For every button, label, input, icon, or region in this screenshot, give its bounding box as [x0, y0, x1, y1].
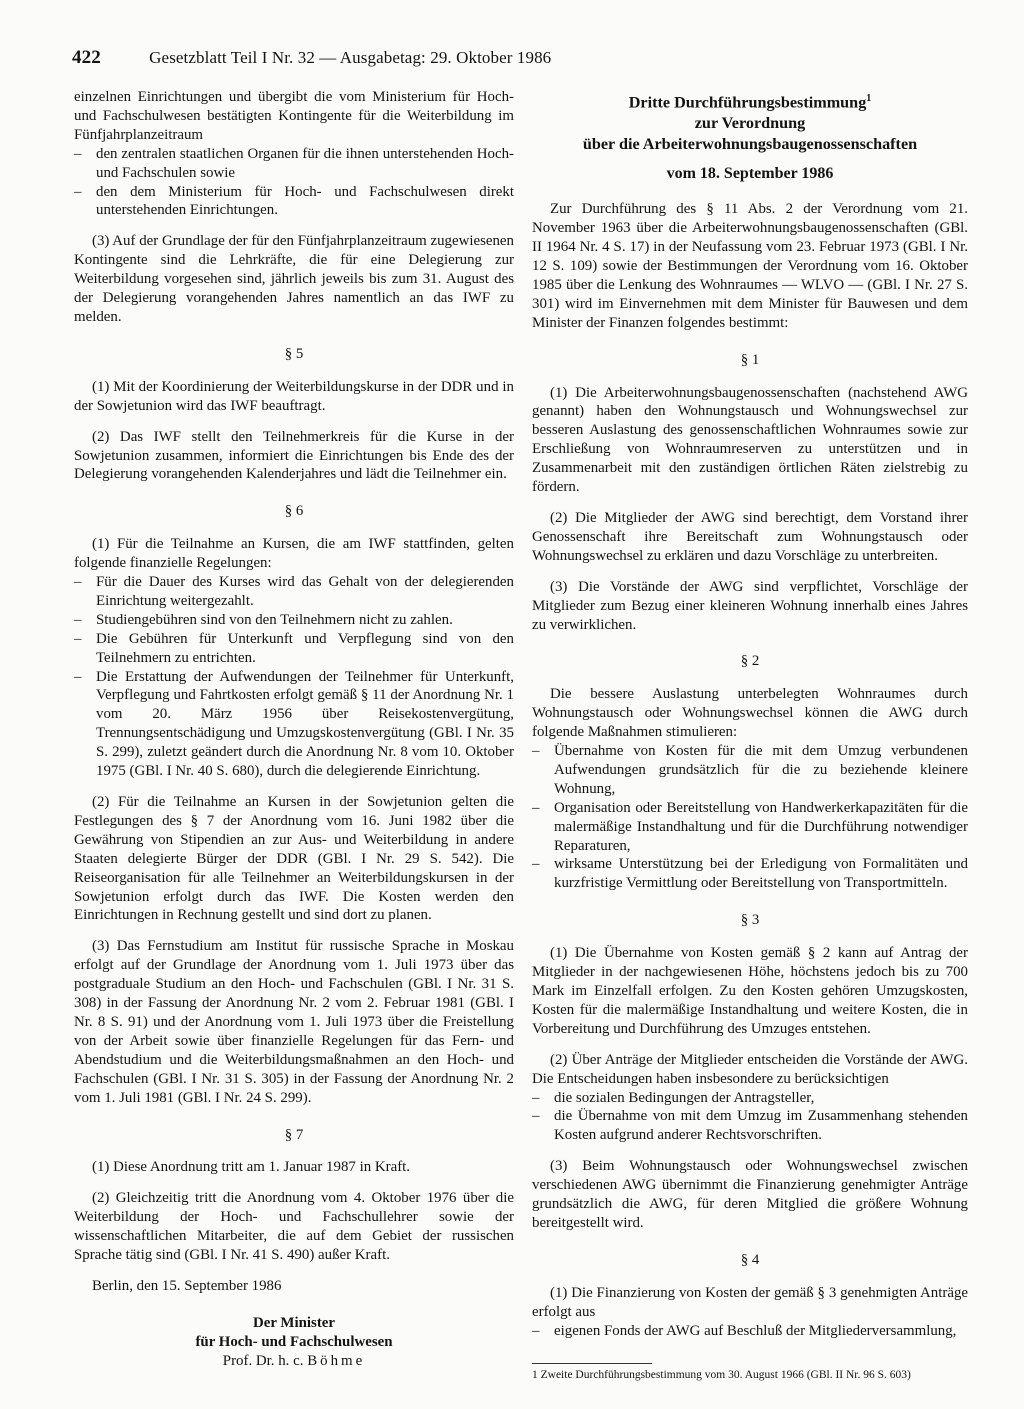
list-item: – den zentralen staatlichen Organen für die ihnen unterstehenden Hoch- und Fachschulen sowie — [74, 145, 514, 181]
paragraph: (1) Für die Teilnahme an Kursen, die am IWF stattfinden, gelten folgende finanzielle Regelungen: — [74, 536, 514, 572]
page-number: 422 — [72, 47, 101, 68]
list-item: – Die Gebühren für Unterkunft und Verpflegung sind von den Teilnehmern zu entrichten. — [74, 630, 514, 666]
signature-surname: Böhme — [307, 1352, 366, 1369]
paragraph: (1) Diese Anordnung tritt am 1. Januar 1987 in Kraft. — [92, 1159, 411, 1176]
list-item: – Organisation oder Bereitstellung von Handwerkerkapazitäten für die malermäßige Instandhaltung und für die Durchführung notwendiger Reparaturen, — [532, 799, 968, 854]
paragraph: (1) Mit der Koordinierung der Weiterbildungskurse in der DDR und in der Sowjetunion wird das IWF beauftragt. — [74, 378, 514, 414]
section-heading-2: § 2 — [740, 653, 760, 670]
list-item: – Übernahme von Kosten für die mit dem Umzug verbundenen Aufwendungen grundsätzlich für die zu beziehende kleinere Wohnung, — [532, 743, 968, 797]
right-column — [532, 88, 968, 1382]
paragraph: (2) Für die Teilnahme an Kursen in der Sowjetunion gelten die Festlegungen des § 7 der Anordnung vom 16. Juni 1982 über die Gewährung von Stipendien an zur Aus- und Weiterbildung in andere Staaten delegierte Bürger der DDR (GBl. I Nr. 29 S. 542). Die Reiseorganisation für alle Teilnehmer an Weiterbildungskursen in der Sowjetunion erfolgt durch das IWF. Die Kosten werden den Einrichtungen in Rechnung gestellt und sind dort zu planen. — [74, 794, 514, 924]
section-heading-3: § 3 — [740, 912, 760, 929]
list-item: – eigenen Fonds der AWG auf Beschluß der Mitgliederversammlung, — [532, 1322, 957, 1339]
place-date: Berlin, den 15. September 1986 — [92, 1277, 282, 1294]
dash-list — [74, 573, 514, 781]
regulation-subject: über die Arbeiterwohnungsbaugenossenschaften — [582, 135, 918, 154]
signature-name-prefix: Prof. Dr. h. c. — [222, 1352, 304, 1369]
paragraph: (3) Das Fernstudium am Institut für russische Sprache in Moskau erfolgt auf der Grundlage der Anordnung vom 1. Juli 1973 über das postgraduale Studium an den Hoch- und Fachschulen (GBl. I Nr. 31 S. 308) in der Fassung der Anordnung Nr. 2 vom 2. Februar 1981 (GBl. I Nr. 8 S. 91) und der Anordnung vom 1. Juli 1973 über die Freistellung von der Arbeit sowie über finanzielle Regelungen für das Fern- und Abendstudium und die Weiterbildungsmaßnahmen an den Hoch- und Fachschulen (GBl. I Nr. 31 S. 305) in der Fassung der Anordnung Nr. 2 vom 1. Juli 1981 (GBl. I Nr. 24 S. 299). — [74, 938, 514, 1106]
paragraph: (2) Die Mitglieder der AWG sind berechtigt, dem Vorstand ihrer Genossenschaft ihre Bereitschaft zum Wohnungstausch oder Wohnungswechsel zu erklären und dazu Vorschläge zu unterbreiten. — [532, 509, 968, 564]
regulation-subtitle: zur Verordnung — [694, 114, 806, 133]
list-item: – Die Erstattung der Aufwendungen der Teilnehmer für Unterkunft, Verpflegung und Fahrtkosten erfolgt gemäß § 11 der Anordnung Nr. 1 vom 20. März 1956 über Reisekostenvergütung, Trennungsentschädigung und Umzugskostenvergütung (GBl. I Nr. 35 S. 299), zuletzt geändert durch die Anordnung Nr. 8 vom 10. Oktober 1975 (GBl. I Nr. 40 S. 680), durch die delegierende Einrichtung. — [74, 668, 514, 780]
footnote-marker: 1 — [866, 93, 872, 104]
dash-list — [532, 742, 968, 893]
signature-ministry: für Hoch- und Fachschulwesen — [195, 1333, 393, 1350]
paragraph: (3) Die Vorstände der AWG sind verpflichtet, Vorschläge der Mitglieder zum Bezug einer kleineren Wohnung innerhalb eines Jahres zu verwirklichen. — [532, 578, 968, 633]
gazette-title: Gesetzblatt Teil I Nr. 32 — Ausgabetag: 29. Oktober 1986 — [149, 48, 552, 67]
signature-title: Der Minister — [252, 1314, 335, 1331]
page-header — [72, 47, 960, 69]
section-heading-1: § 1 — [740, 351, 760, 368]
intro-paragraph: einzelnen Einrichtungen und übergibt die vom Ministerium für Hoch- und Fachschulwesen bestätigten Kontingente für die Weiterbildung im Fünfjahrplanzeitraum — [74, 89, 514, 143]
section-heading-7: § 7 — [284, 1126, 304, 1143]
footnote-divider — [532, 1363, 652, 1364]
list-item: – Für die Dauer des Kurses wird das Gehalt von der delegierenden Einrichtung weitergezahlt. — [74, 574, 514, 609]
signature-name — [74, 1352, 514, 1371]
paragraph: (2) Gleichzeitig tritt die Anordnung vom 4. Oktober 1976 über die Weiterbildung der Hoch- und Fachschullehrer sowie der wissenschaftlichen Mitarbeiter, die auf dem Gebiet der russischen Sprache tätig sind (GBl. I Nr. 41 S. 490) außer Kraft. — [74, 1190, 514, 1264]
regulation-title: Dritte Durchführungsbestimmung$^1$ — [628, 93, 872, 112]
dash-list — [532, 1322, 968, 1341]
paragraph: (3) Beim Wohnungstausch oder Wohnungswechsel zwischen verschiedenen AWG übernimmt die Finanzierung genehmigter Anträge grundsätzlich die AWG, für deren Mitglied die größere Wohnung bereitgestellt wird. — [532, 1158, 968, 1231]
section-heading-4: § 4 — [740, 1251, 760, 1268]
paragraph: (1) Die Arbeiterwohnungsbaugenossenschaften (nachstehend AWG genannt) haben den Wohnungstausch und Wohnungswechsel zur besseren Auslastung des genossenschaftlichen Wohnraumes sowie zur Erschließung von Wohnraumreserven zu unterstützen und in Zusammenarbeit mit den zuständigen örtlichen Räten zielstrebig zu fördern. — [532, 384, 968, 496]
list-item: – Studiengebühren sind von den Teilnehmern nicht zu zahlen. — [74, 611, 453, 628]
paragraph: (1) Die Finanzierung von Kosten der gemäß § 3 genehmigten Anträge erfolgt aus — [532, 1284, 968, 1320]
list-item: – die Übernahme von mit dem Umzug im Zusammenhang stehenden Kosten aufgrund anderer Rechtsvorschriften. — [532, 1108, 968, 1144]
left-column — [74, 88, 514, 1371]
section-heading-6: § 6 — [284, 503, 304, 520]
regulation-date: vom 18. September 1986 — [666, 165, 834, 183]
paragraph: (1) Die Übernahme von Kosten gemäß § 2 kann auf Antrag der Mitglieder in der nachgewiesenen Höhe, höchstens jedoch bis zu 700 Mark im Einzelfall erfolgen. Zu den Kosten gehören Umzugskosten, Kosten für die malermäßige Instandhaltung und weitere Kosten, die in Vorbereitung und Durchführung des Umzuges entstehen. — [532, 945, 968, 1037]
list-item: – den dem Ministerium für Hoch- und Fachschulwesen direkt unterstehenden Einrichtungen. — [74, 183, 514, 219]
paragraph: (2) Über Anträge der Mitglieder entscheiden die Vorstände der AWG. Die Entscheidungen haben insbesondere zu berücksichtigen — [532, 1051, 968, 1087]
paragraph: (2) Das IWF stellt den Teilnehmerkreis für die Kurse in der Sowjetunion zusammen, informiert die Einrichtungen bis Ende des der Delegierung vorangehenden Kalenderjahres und lädt die Teilnehmer ein. — [74, 428, 514, 483]
list-item: – die sozialen Bedingungen der Antragsteller, — [532, 1089, 815, 1106]
paragraph: Die bessere Auslastung unterbelegten Wohnraumes durch Wohnungstausch oder Wohnungswechsel können die AWG durch folgende Maßnahmen stimulieren: — [532, 686, 968, 741]
intro-dash-list — [74, 145, 514, 221]
section-heading-5: § 5 — [284, 345, 304, 362]
footnote: 1 Zweite Durchführungsbestimmung vom 30. August 1966 (GBl. II Nr. 96 S. 603) — [532, 1368, 911, 1381]
preamble: Zur Durchführung des § 11 Abs. 2 der Verordnung vom 21. November 1963 über die Arbeiterwohnungsbaugenossenschaften (GBl. II 1964 Nr. 4 S. 17) in der Neufassung vom 23. Februar 1973 (GBl. I Nr. 12 S. 109) sowie der Bestimmungen der Verordnung vom 16. Oktober 1985 über die Lenkung des Wohnraumes — WLVO — (GBl. I Nr. 27 S. 301) wird im Einvernehmen mit dem Minister für Bauwesen und dem Minister der Finanzen folgendes bestimmt: — [532, 201, 968, 331]
list-item: – wirksame Unterstützung bei der Erledigung von Formalitäten und kurzfristige Vermittlung oder Bereitstellung von Transportmitteln. — [532, 856, 968, 892]
paragraph: (3) Auf der Grundlage der für den Fünfjahrplanzeitraum zugewiesenen Kontingente sind die Lehrkräfte, die für eine Delegierung zur Weiterbildung vorgesehen sind, jährlich jeweils bis zum 31. August des der Delegierung vorangehenden Jahres namentlich an das IWF zu melden. — [74, 233, 514, 325]
dash-list — [532, 1089, 968, 1146]
